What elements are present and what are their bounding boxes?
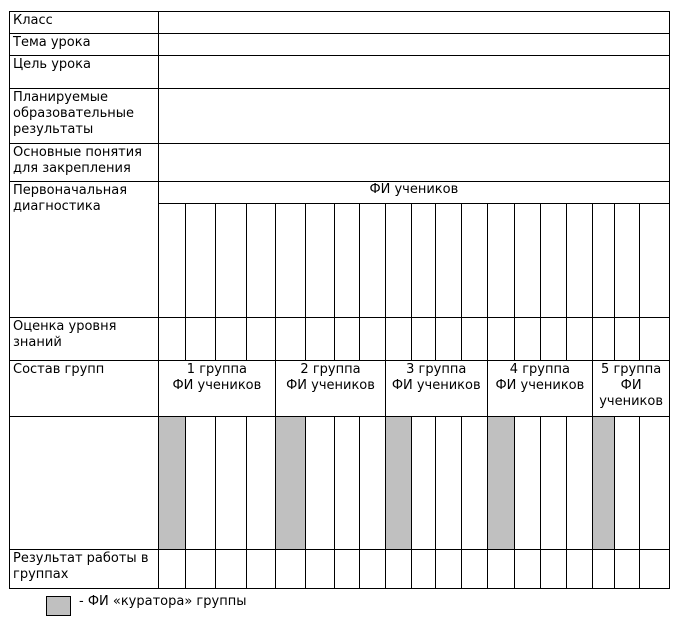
curator-cell[interactable] [385, 417, 411, 550]
knowledge-cell[interactable] [640, 318, 670, 361]
result-cell[interactable] [306, 550, 334, 589]
knowledge-cell[interactable] [246, 318, 275, 361]
row-group-members [10, 417, 670, 550]
result-cell[interactable] [385, 550, 411, 589]
result-cell[interactable] [487, 550, 514, 589]
group-1-header [158, 361, 275, 417]
topic-value-cell[interactable] [158, 34, 669, 56]
row-results [10, 89, 670, 144]
student-cell[interactable] [593, 204, 615, 318]
curator-cell[interactable] [276, 417, 306, 550]
student-cell[interactable] [185, 204, 215, 318]
member-cell[interactable] [514, 417, 540, 550]
result-cell[interactable] [540, 550, 566, 589]
member-cell[interactable] [334, 417, 359, 550]
group-1-title: 1 группа [186, 362, 247, 377]
knowledge-cell[interactable] [412, 318, 436, 361]
group-2-title: 2 группа [300, 362, 361, 377]
curator-cell[interactable] [487, 417, 514, 550]
member-cell[interactable] [436, 417, 462, 550]
student-cell[interactable] [514, 204, 540, 318]
student-cell[interactable] [640, 204, 670, 318]
student-cell[interactable] [385, 204, 411, 318]
group-2-header [276, 361, 386, 417]
students-header: ФИ учеников [158, 182, 669, 204]
knowledge-cell[interactable] [514, 318, 540, 361]
group-3-subtitle: ФИ учеников [391, 378, 481, 393]
knowledge-cell[interactable] [359, 318, 385, 361]
result-cell[interactable] [567, 550, 593, 589]
member-cell[interactable] [306, 417, 334, 550]
member-cell[interactable] [185, 417, 215, 550]
result-cell[interactable] [359, 550, 385, 589]
student-cell[interactable] [158, 204, 185, 318]
results-value-cell[interactable] [158, 89, 669, 144]
concepts-value-cell[interactable] [158, 144, 669, 182]
student-cell[interactable] [567, 204, 593, 318]
knowledge-cell[interactable] [567, 318, 593, 361]
row-class [10, 12, 670, 34]
knowledge-cell[interactable] [593, 318, 615, 361]
group-5-subtitle: ФИ учеников [599, 378, 664, 409]
knowledge-label: Оценка уровня знаний [10, 318, 159, 361]
class-label: Класс [10, 12, 159, 34]
student-cell[interactable] [462, 204, 487, 318]
student-cell[interactable] [216, 204, 246, 318]
member-cell[interactable] [359, 417, 385, 550]
result-cell[interactable] [158, 550, 185, 589]
result-cell[interactable] [246, 550, 275, 589]
result-cell[interactable] [334, 550, 359, 589]
result-cell[interactable] [412, 550, 436, 589]
result-cell[interactable] [216, 550, 246, 589]
row-concepts [10, 144, 670, 182]
result-cell[interactable] [462, 550, 487, 589]
member-cell[interactable] [216, 417, 246, 550]
group-4-subtitle: ФИ учеников [495, 378, 585, 393]
row-diagnostics-header [10, 182, 670, 204]
row-result [10, 550, 670, 589]
student-cell[interactable] [246, 204, 275, 318]
knowledge-cell[interactable] [158, 318, 185, 361]
knowledge-cell[interactable] [487, 318, 514, 361]
group-1-subtitle: ФИ учеников [172, 378, 262, 393]
member-cell[interactable] [567, 417, 593, 550]
group-2-subtitle: ФИ учеников [286, 378, 375, 393]
goal-value-cell[interactable] [158, 56, 669, 89]
student-cell[interactable] [412, 204, 436, 318]
knowledge-cell[interactable] [385, 318, 411, 361]
group-members-label-cell [10, 417, 159, 550]
student-cell[interactable] [540, 204, 566, 318]
result-cell[interactable] [615, 550, 640, 589]
topic-label: Тема урока [10, 34, 159, 56]
student-cell[interactable] [436, 204, 462, 318]
concepts-label: Основные понятия для закрепления [10, 144, 159, 182]
result-cell[interactable] [514, 550, 540, 589]
group-4-header [487, 361, 593, 417]
row-knowledge [10, 318, 670, 361]
member-cell[interactable] [462, 417, 487, 550]
student-cell[interactable] [334, 204, 359, 318]
diagnostics-label: Первоначальная диагностика [10, 182, 159, 318]
student-cell[interactable] [306, 204, 334, 318]
member-cell[interactable] [540, 417, 566, 550]
lesson-plan-table [9, 11, 670, 589]
knowledge-cell[interactable] [462, 318, 487, 361]
member-cell[interactable] [615, 417, 640, 550]
knowledge-cell[interactable] [615, 318, 640, 361]
student-cell[interactable] [487, 204, 514, 318]
result-cell[interactable] [276, 550, 306, 589]
group-5-title: 5 группа [601, 362, 662, 377]
knowledge-cell[interactable] [436, 318, 462, 361]
result-label: Результат работы в группах [10, 550, 159, 589]
result-cell[interactable] [640, 550, 670, 589]
knowledge-cell[interactable] [334, 318, 359, 361]
knowledge-cell[interactable] [216, 318, 246, 361]
student-cell[interactable] [359, 204, 385, 318]
row-topic [10, 34, 670, 56]
group-4-title: 4 группа [509, 362, 570, 377]
student-cell[interactable] [276, 204, 306, 318]
curator-cell[interactable] [158, 417, 185, 550]
result-cell[interactable] [436, 550, 462, 589]
row-groups-header [10, 361, 670, 417]
knowledge-cell[interactable] [185, 318, 215, 361]
student-cell[interactable] [615, 204, 640, 318]
results-label: Планируемые образовательные результаты [10, 89, 159, 144]
legend-text: - ФИ «куратора» группы [79, 594, 247, 609]
curator-cell[interactable] [593, 417, 615, 550]
groups-label: Состав групп [10, 361, 159, 417]
member-cell[interactable] [246, 417, 275, 550]
result-cell[interactable] [185, 550, 215, 589]
group-3-title: 3 группа [406, 362, 467, 377]
curator-swatch [46, 596, 71, 616]
knowledge-cell[interactable] [306, 318, 334, 361]
goal-label: Цель урока [10, 56, 159, 89]
result-cell[interactable] [593, 550, 615, 589]
row-goal [10, 56, 670, 89]
group-5-header [593, 361, 670, 417]
member-cell[interactable] [640, 417, 670, 550]
member-cell[interactable] [412, 417, 436, 550]
group-3-header [385, 361, 487, 417]
legend [46, 596, 246, 618]
knowledge-cell[interactable] [540, 318, 566, 361]
class-value-cell[interactable] [158, 12, 669, 34]
knowledge-cell[interactable] [276, 318, 306, 361]
